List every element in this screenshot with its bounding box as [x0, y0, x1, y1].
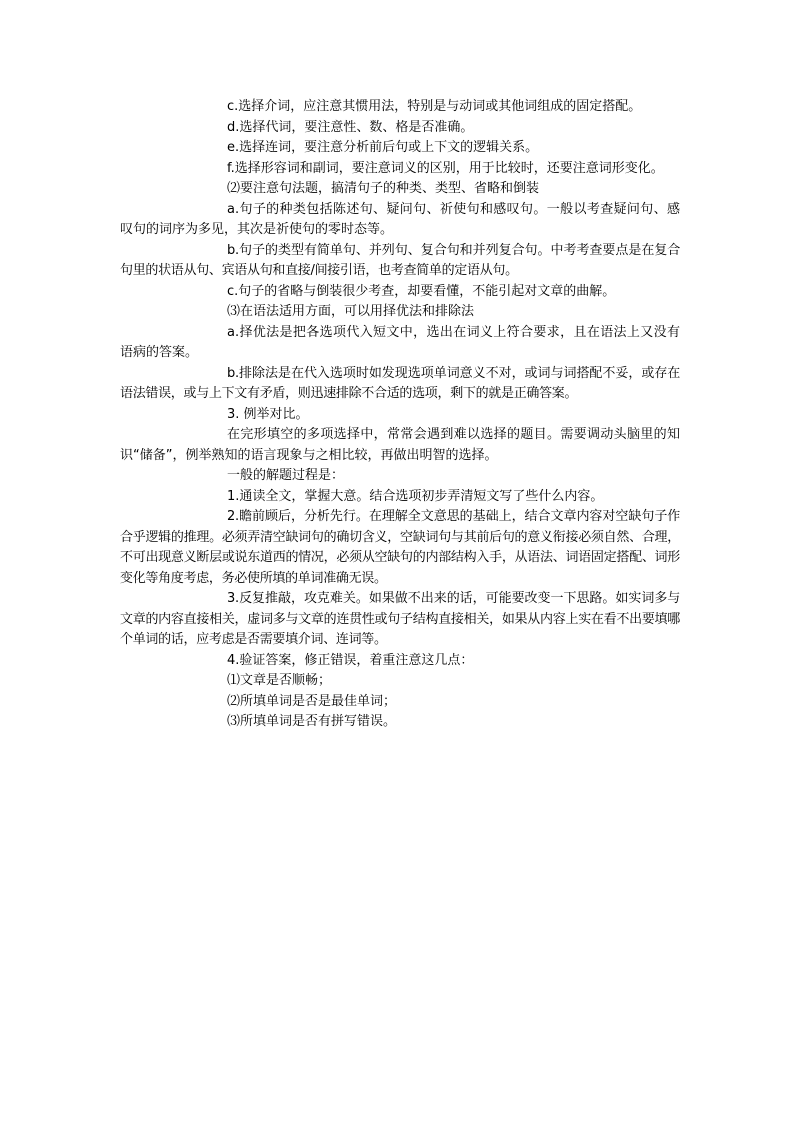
paragraph-pronoun: d.选择代词，要注意性、数、格是否准确。: [227, 119, 474, 135]
paragraph-comparison-body: 在完形填空的多项选择中，常常会遇到难以选择的题目。需要调动头脑里的知识“储备”，例举熟知的语言现象与之相比较，再做出明智的选择。: [120, 427, 680, 463]
document-body: [120, 97, 680, 733]
paragraph-conjunction: e.选择连词，要注意分析前后句或上下文的逻辑关系。: [227, 140, 539, 155]
paragraph-step-1: 1.通读全文，掌握大意。结合选项初步弄清短文写了些什么内容。: [227, 488, 604, 504]
paragraph-step-4: 4.验证答案，修正错误，着重注意这几点：: [227, 652, 474, 668]
paragraph-syntax-heading: ⑵要注意句法题，搞清句子的种类、类型、省略和倒装: [227, 181, 540, 196]
paragraph-selection-method: a.择优法是把各选项代入短文中，选出在词义上符合要求，且在语法上又没有语病的答案。: [120, 324, 680, 360]
paragraph-adjective-adverb: f.选择形容词和副词，要注意词义的区别，用于比较时，还要注意词形变化。: [227, 160, 664, 176]
paragraph-sentence-kinds: a.句子的种类包括陈述句、疑问句、祈使句和感叹句。一般以考查疑问句、感叹句的词序为多见，其次是祈使句的零时态等。: [120, 201, 680, 237]
paragraph-check-2: ⑵所填单词是否是最佳单词；: [227, 693, 397, 709]
paragraph-sentence-types: b.句子的类型有简单句、并列句、复合句和并列复合句。中考考查要点是在复合句里的状语从句、宾语从句和直接/间接引语，也考查简单的定语从句。: [120, 242, 680, 278]
paragraph-elimination-method: b.排除法是在代入选项时如发现选项单词意义不对，或词与词搭配不妥，或存在语法错误，或与上下文有矛盾，则迅速排除不合适的选项，剩下的就是正确答案。: [120, 365, 680, 401]
paragraph-ellipsis-inversion: c.句子的省略与倒装很少考查，却要看懂，不能引起对文章的曲解。: [227, 283, 616, 299]
paragraph-step-2: 2.瞻前顾后，分析先行。在理解全文意思的基础上，结合文章内容对空缺句子作合乎逻辑的推理。必须弄清空缺词句的确切含义，空缺词句与其前后句的意义衔接必须自然、合理，不可出现意义断层或说东道西的情况，必须从空缺句的内部结构入手，从语法、词语固定搭配、词形变化等角度考虑，务必使所填的单词准确无误。: [120, 509, 680, 586]
paragraph-check-1: ⑴文章是否顺畅；: [227, 673, 332, 688]
paragraph-step-3: 3.反复推敲，攻克难关。如果做不出来的话，可能要改变一下思路。如实词多与文章的内容直接相关，虚词多与文章的连贯性或句子结构直接相关，如果从内容上实在看不出要填哪个单词的话，应考虑是否需要填介词、连词等。: [120, 591, 680, 647]
paragraph-grammar-methods-heading: ⑶在语法适用方面，可以用择优法和排除法: [227, 304, 475, 319]
paragraph-process-heading: 一般的解题过程是：: [227, 468, 345, 483]
paragraph-comparison-heading: 3. 例举对比。: [227, 406, 309, 422]
paragraph-check-3: ⑶所填单词是否有拼写错误。: [227, 714, 397, 729]
paragraph-preposition: c.选择介词，应注意其惯用法，特别是与动词或其他词组成的固定搭配。: [227, 99, 642, 114]
